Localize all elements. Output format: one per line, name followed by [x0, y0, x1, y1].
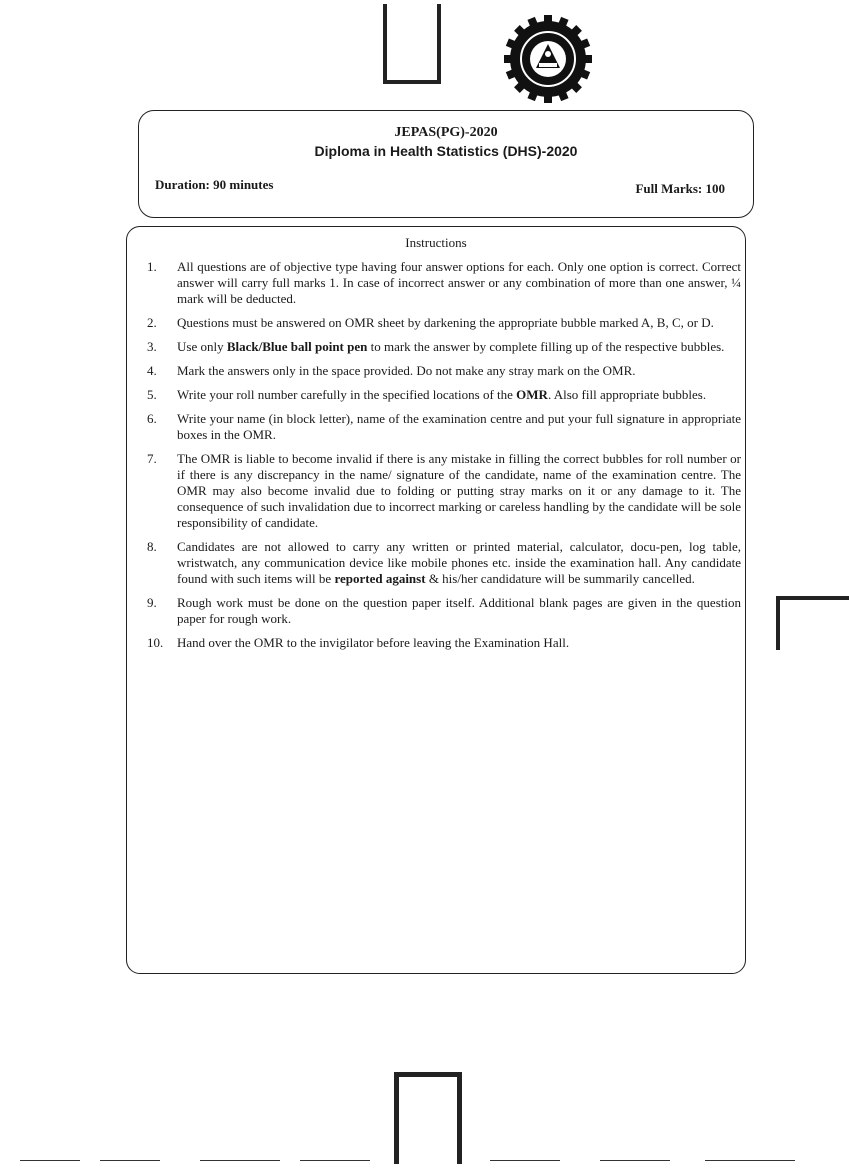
instruction-number: 8.	[147, 539, 157, 554]
instruction-text-part: & his/her candidature will be summarily cancelled.	[425, 571, 695, 586]
instructions-list	[147, 259, 741, 659]
instruction-number: 3.	[147, 339, 157, 354]
footer-rule	[490, 1160, 560, 1161]
instruction-number: 1.	[147, 259, 157, 274]
instruction-text: Rough work must be done on the question paper itself. Additional blank pages are given in the question paper for rough work.	[177, 595, 741, 626]
instruction-emphasis: Black/Blue ball point pen	[226, 339, 368, 354]
instruction-item	[147, 539, 741, 587]
instruction-text: Hand over the OMR to the invigilator before leaving the Examination Hall.	[177, 635, 570, 650]
exam-duration: Duration: 90 minutes	[155, 177, 274, 192]
instruction-text-part: Write your roll number carefully in the specified locations of the	[177, 387, 517, 402]
instruction-item	[147, 595, 741, 627]
instruction-number: 10.	[147, 635, 164, 650]
instruction-item	[147, 451, 741, 531]
instruction-item	[147, 635, 741, 651]
exam-code: JEPAS(PG)-2020	[394, 125, 498, 140]
footer-rule	[100, 1160, 160, 1161]
instruction-item	[147, 411, 741, 443]
footer-rule	[20, 1160, 80, 1161]
instruction-item	[147, 363, 741, 379]
instruction-text-part: to mark the answer by complete filling up of the respective bubbles.	[367, 339, 725, 354]
registration-mark-bottom	[394, 1072, 462, 1164]
instruction-item	[147, 315, 741, 331]
instruction-emphasis: reported against	[334, 571, 426, 586]
instruction-number: 6.	[147, 411, 157, 426]
instruction-text	[177, 387, 741, 403]
instruction-text: Questions must be answered on OMR sheet by darkening the appropriate bubble marked A, B, C, or D.	[177, 315, 714, 330]
instruction-text	[177, 539, 741, 587]
footer-rule	[300, 1160, 370, 1161]
instruction-text-part: Candidates are not allowed to carry any written or printed material, calculator, docu-pen, log table, wristwatch, any communication device like mobile phones etc. inside the examination hall. Any candidate found with such items will be	[177, 539, 741, 586]
instruction-text: Write your name (in block letter), name of the examination centre and put your full signature in appropriate boxes in the OMR.	[177, 411, 741, 442]
instruction-emphasis: OMR	[516, 387, 548, 402]
footer-rule	[705, 1160, 795, 1161]
instruction-text: All questions are of objective type having four answer options for each. Only one option is correct. Correct answer will carry full marks 1. In case of incorrect answer or any combination of more than one answer, ¼ mark will be deducted.	[177, 259, 741, 306]
instruction-number: 9.	[147, 595, 157, 610]
instruction-number: 7.	[147, 451, 157, 466]
registration-mark-top	[383, 4, 441, 84]
instruction-number: 5.	[147, 387, 157, 402]
instruction-text: The OMR is liable to become invalid if there is any mistake in filling the correct bubbles for roll number or if there is any discrepancy in the name/ signature of the candidate, name of the examination centre. The OMR may also become invalid due to folding or putting stray marks on it or any damage to it. The consequence of such invalidation due to incorrect marking or careless handling by the candidate will be sole responsibility of candidate.	[177, 451, 741, 530]
exam-title: Diploma in Health Statistics (DHS)-2020	[314, 143, 578, 159]
instruction-text-part: Use only	[177, 339, 227, 354]
instruction-item	[147, 259, 741, 307]
instruction-text	[177, 339, 741, 355]
instruction-text-part: . Also fill appropriate bubbles.	[547, 387, 707, 402]
exam-header-box	[138, 110, 754, 218]
footer-rule	[600, 1160, 670, 1161]
instruction-text: Mark the answers only in the space provided. Do not make any stray mark on the OMR.	[177, 363, 636, 378]
instruction-number: 4.	[147, 363, 157, 378]
full-marks: Full Marks: 100	[635, 181, 725, 196]
instructions-heading: Instructions	[405, 235, 467, 250]
instruction-item	[147, 339, 741, 355]
footer-rule	[200, 1160, 280, 1161]
institution-emblem-icon	[503, 14, 593, 104]
instruction-item	[147, 387, 741, 403]
instruction-number: 2.	[147, 315, 157, 330]
instructions-box	[126, 226, 746, 974]
registration-mark-right	[776, 596, 849, 650]
